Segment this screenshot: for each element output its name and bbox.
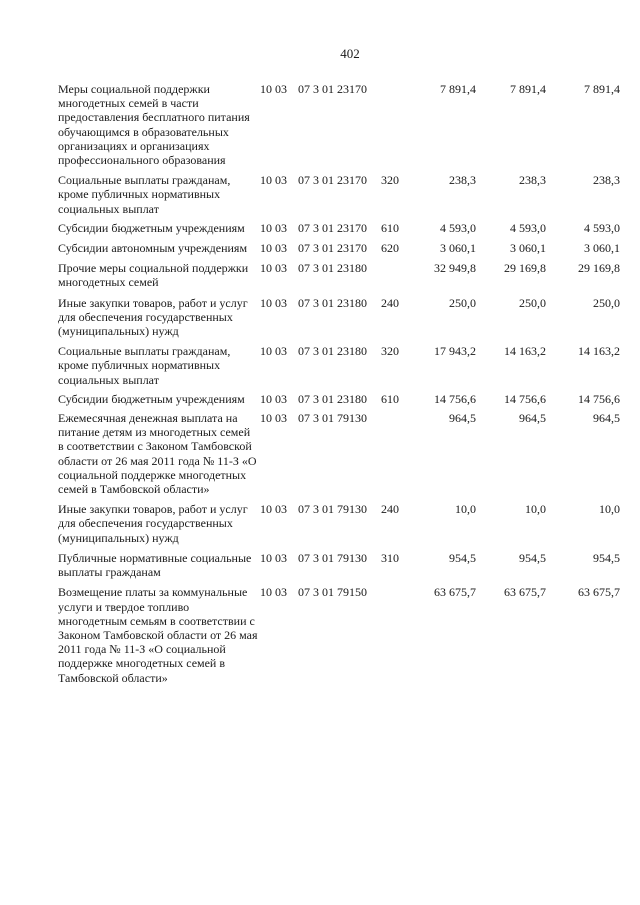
row-expense-type: 620 bbox=[381, 241, 399, 256]
row-name: Иные закупки товаров, работ и услуг для обеспечения государственных (муниципальных) нужд bbox=[58, 295, 248, 339]
row-name: Социальные выплаты гражданам, кроме публичных нормативных социальных выплат bbox=[58, 344, 231, 387]
row-value-2: 954,5 bbox=[519, 550, 546, 565]
row-target-article: 07 3 01 79150 bbox=[298, 585, 367, 600]
row-value-2: 3 060,1 bbox=[510, 241, 546, 256]
row-target-article: 07 3 01 79130 bbox=[298, 502, 367, 517]
row-value-2: 14 756,6 bbox=[504, 391, 546, 406]
row-section-code: 10 03 bbox=[260, 82, 287, 96]
table-row bbox=[0, 344, 640, 387]
row-target-article: 07 3 01 23170 bbox=[298, 173, 367, 188]
row-value-1: 63 675,7 bbox=[434, 585, 476, 600]
row-section-code: 10 03 bbox=[260, 173, 287, 188]
row-value-1: 10,0 bbox=[455, 502, 476, 517]
table-row bbox=[0, 585, 640, 684]
row-target-article: 07 3 01 23180 bbox=[298, 344, 367, 359]
row-name: Субсидии бюджетным учреждениям bbox=[58, 391, 245, 406]
row-value-1: 238,3 bbox=[449, 173, 476, 188]
row-value-1: 7 891,4 bbox=[440, 82, 476, 96]
row-section-code: 10 03 bbox=[260, 411, 287, 426]
row-target-article: 07 3 01 23170 bbox=[298, 241, 367, 256]
row-value-2: 10,0 bbox=[525, 502, 546, 517]
row-value-2: 4 593,0 bbox=[510, 220, 546, 235]
row-name: Ежемесячная денежная выплата на питание детям из многодетных семей в соответствии с Законом Тамбовской области от 26 мая 2011 года № 11-З «О социальной поддержке многодетных семей в Тамбовской области» bbox=[58, 411, 257, 497]
row-value-2: 250,0 bbox=[519, 295, 546, 310]
row-value-2: 63 675,7 bbox=[504, 585, 546, 600]
row-value-1: 32 949,8 bbox=[434, 261, 476, 276]
row-name: Публичные нормативные социальные выплаты гражданам bbox=[58, 550, 252, 580]
table-row bbox=[0, 411, 640, 496]
table-row bbox=[0, 296, 640, 339]
table-row bbox=[0, 392, 640, 406]
row-section-code: 10 03 bbox=[260, 344, 287, 359]
row-section-code: 10 03 bbox=[260, 220, 287, 235]
row-target-article: 07 3 01 23180 bbox=[298, 261, 367, 276]
table-row bbox=[0, 261, 640, 289]
row-name: Субсидии автономным учреждениям bbox=[58, 241, 248, 256]
row-value-3: 14 756,6 bbox=[578, 391, 620, 406]
row-name: Возмещение платы за коммунальные услуги и твердое топливо многодетным семьям в соответствии с Законом Тамбовской области от 26 мая 2011 года № 11-З «О социальной поддержке многодетных семей в Тамбовской области» bbox=[58, 585, 258, 685]
row-value-1: 4 593,0 bbox=[440, 220, 476, 235]
row-value-3: 10,0 bbox=[599, 502, 620, 517]
row-value-3: 29 169,8 bbox=[578, 261, 620, 276]
row-expense-type: 240 bbox=[381, 502, 399, 517]
row-value-2: 29 169,8 bbox=[504, 261, 546, 276]
row-value-2: 964,5 bbox=[519, 411, 546, 426]
row-target-article: 07 3 01 79130 bbox=[298, 411, 367, 426]
row-section-code: 10 03 bbox=[260, 550, 287, 565]
row-value-3: 4 593,0 bbox=[584, 220, 620, 235]
row-expense-type: 320 bbox=[381, 344, 399, 359]
row-section-code: 10 03 bbox=[260, 585, 287, 600]
row-value-3: 250,0 bbox=[593, 295, 620, 310]
row-name: Субсидии бюджетным учреждениям bbox=[58, 220, 245, 235]
row-value-2: 238,3 bbox=[519, 173, 546, 188]
table-row bbox=[0, 221, 640, 235]
row-expense-type: 240 bbox=[381, 295, 399, 310]
row-section-code: 10 03 bbox=[260, 391, 287, 406]
row-expense-type: 320 bbox=[381, 173, 399, 188]
row-section-code: 10 03 bbox=[260, 295, 287, 310]
row-name: Иные закупки товаров, работ и услуг для обеспечения государственных (муниципальных) нужд bbox=[58, 502, 248, 545]
row-target-article: 07 3 01 79130 bbox=[298, 550, 367, 565]
row-expense-type: 610 bbox=[381, 220, 399, 235]
row-value-3: 954,5 bbox=[593, 550, 620, 565]
row-value-1: 17 943,2 bbox=[434, 344, 476, 359]
table-row bbox=[0, 551, 640, 579]
row-value-1: 250,0 bbox=[449, 295, 476, 310]
row-value-1: 954,5 bbox=[449, 550, 476, 565]
row-target-article: 07 3 01 23170 bbox=[298, 220, 367, 235]
row-target-article: 07 3 01 23180 bbox=[298, 391, 367, 406]
row-section-code: 10 03 bbox=[260, 502, 287, 517]
row-value-1: 964,5 bbox=[449, 411, 476, 426]
row-value-2: 14 163,2 bbox=[504, 344, 546, 359]
row-section-code: 10 03 bbox=[260, 261, 287, 276]
row-target-article: 07 3 01 23180 bbox=[298, 295, 367, 310]
row-name: Прочие меры социальной поддержки многодетных семей bbox=[58, 261, 249, 290]
row-value-3: 964,5 bbox=[593, 411, 620, 426]
table-row bbox=[0, 241, 640, 255]
row-value-3: 3 060,1 bbox=[584, 241, 620, 256]
row-value-1: 14 756,6 bbox=[434, 391, 476, 406]
row-section-code: 10 03 bbox=[260, 241, 287, 256]
page-number: 402 bbox=[340, 46, 360, 61]
row-name: Меры социальной поддержки многодетных семей в части предоставления бесплатного питания обучающимся в образовательных организациях и организациях профессионального образования bbox=[58, 82, 250, 168]
row-value-3: 14 163,2 bbox=[578, 344, 620, 359]
row-value-3: 7 891,4 bbox=[584, 82, 620, 96]
row-value-3: 238,3 bbox=[593, 173, 620, 188]
row-value-2: 7 891,4 bbox=[510, 82, 546, 96]
table-row bbox=[0, 173, 640, 216]
row-name: Социальные выплаты гражданам, кроме публичных нормативных социальных выплат bbox=[58, 173, 231, 216]
row-expense-type: 310 bbox=[381, 550, 399, 565]
row-target-article: 07 3 01 23170 bbox=[298, 82, 367, 96]
row-value-1: 3 060,1 bbox=[440, 241, 476, 256]
row-expense-type: 610 bbox=[381, 391, 399, 406]
table-row bbox=[0, 82, 640, 167]
row-value-3: 63 675,7 bbox=[578, 585, 620, 600]
budget-table bbox=[0, 82, 640, 685]
table-row bbox=[0, 502, 640, 545]
